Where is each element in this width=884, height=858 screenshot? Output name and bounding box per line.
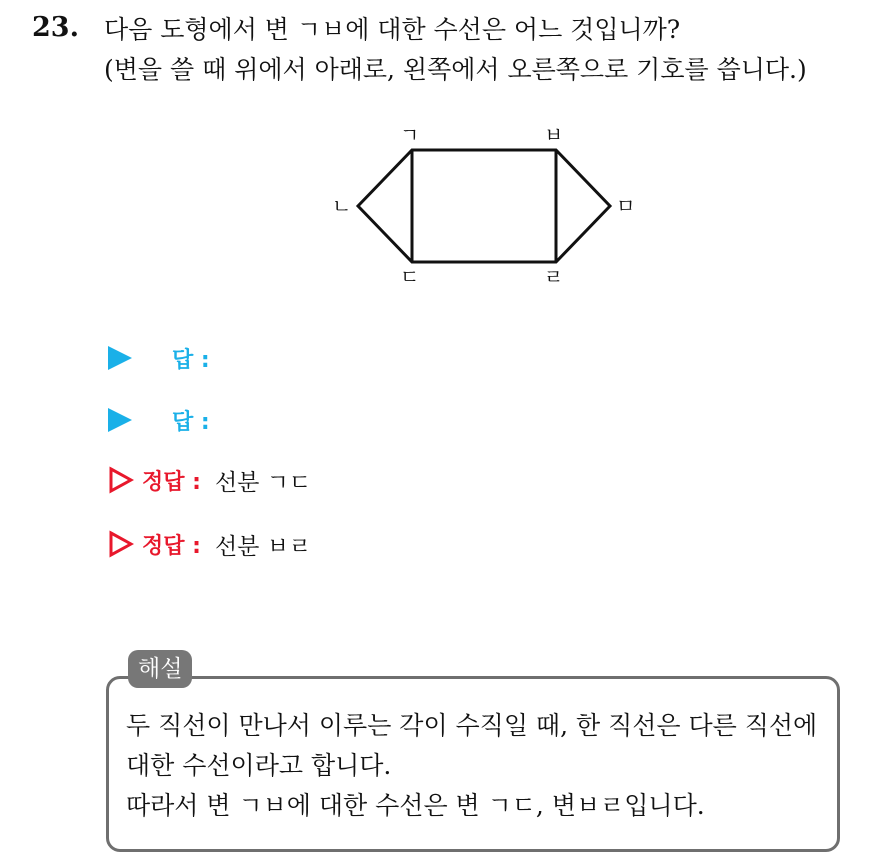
vertex-label-d: ㄷ: [400, 265, 420, 288]
answer-marker-icon: [108, 408, 132, 432]
correct-answer-row-1: [108, 462, 311, 498]
question-line-2: (변을 쓸 때 위에서 아래로, 왼쪽에서 오른쪽으로 기호를 씁니다.): [104, 55, 807, 84]
vertex-label-n: ㄴ: [332, 194, 352, 218]
answer-row-1: [108, 340, 224, 376]
question-text: [104, 10, 807, 90]
answer-label: 답 :: [172, 409, 210, 435]
vertex-label-m: ㅁ: [616, 194, 636, 218]
answer-label: 답 :: [172, 347, 210, 373]
question-number: 23.: [32, 12, 79, 43]
answer-row-2: [108, 402, 224, 438]
hexagon-figure: [320, 118, 650, 288]
vertex-label-r: ㄹ: [544, 265, 564, 288]
correct-answer-label: 정답 :: [142, 533, 201, 559]
correct-answer-row-2: [108, 526, 311, 562]
question-line-1: 다음 도형에서 변 ㄱㅂ에 대한 수선은 어느 것입니까?: [104, 15, 681, 44]
explanation-badge: 해설: [128, 650, 192, 688]
explanation-line-2: 대한 수선이라고 합니다.: [126, 751, 392, 780]
vertex-label-g: ㄱ: [400, 123, 420, 147]
correct-answer-label: 정답 :: [142, 469, 201, 495]
explanation-line-1: 두 직선이 만나서 이루는 각이 수직일 때, 한 직선은 다른 직선에: [126, 711, 818, 740]
correct-marker-icon: [108, 530, 134, 558]
explanation-text: [126, 706, 817, 826]
hexagon-outline: [358, 150, 610, 262]
answer-marker-icon: [108, 346, 132, 370]
vertex-label-b: ㅂ: [544, 123, 564, 147]
explanation-line-3: 따라서 변 ㄱㅂ에 대한 수선은 변 ㄱㄷ, 변ㅂㄹ입니다.: [126, 791, 705, 820]
correct-marker-icon: [108, 466, 134, 494]
correct-answer-value: 선분 ㄱㄷ: [214, 469, 312, 496]
correct-answer-value: 선분 ㅂㄹ: [214, 533, 312, 560]
